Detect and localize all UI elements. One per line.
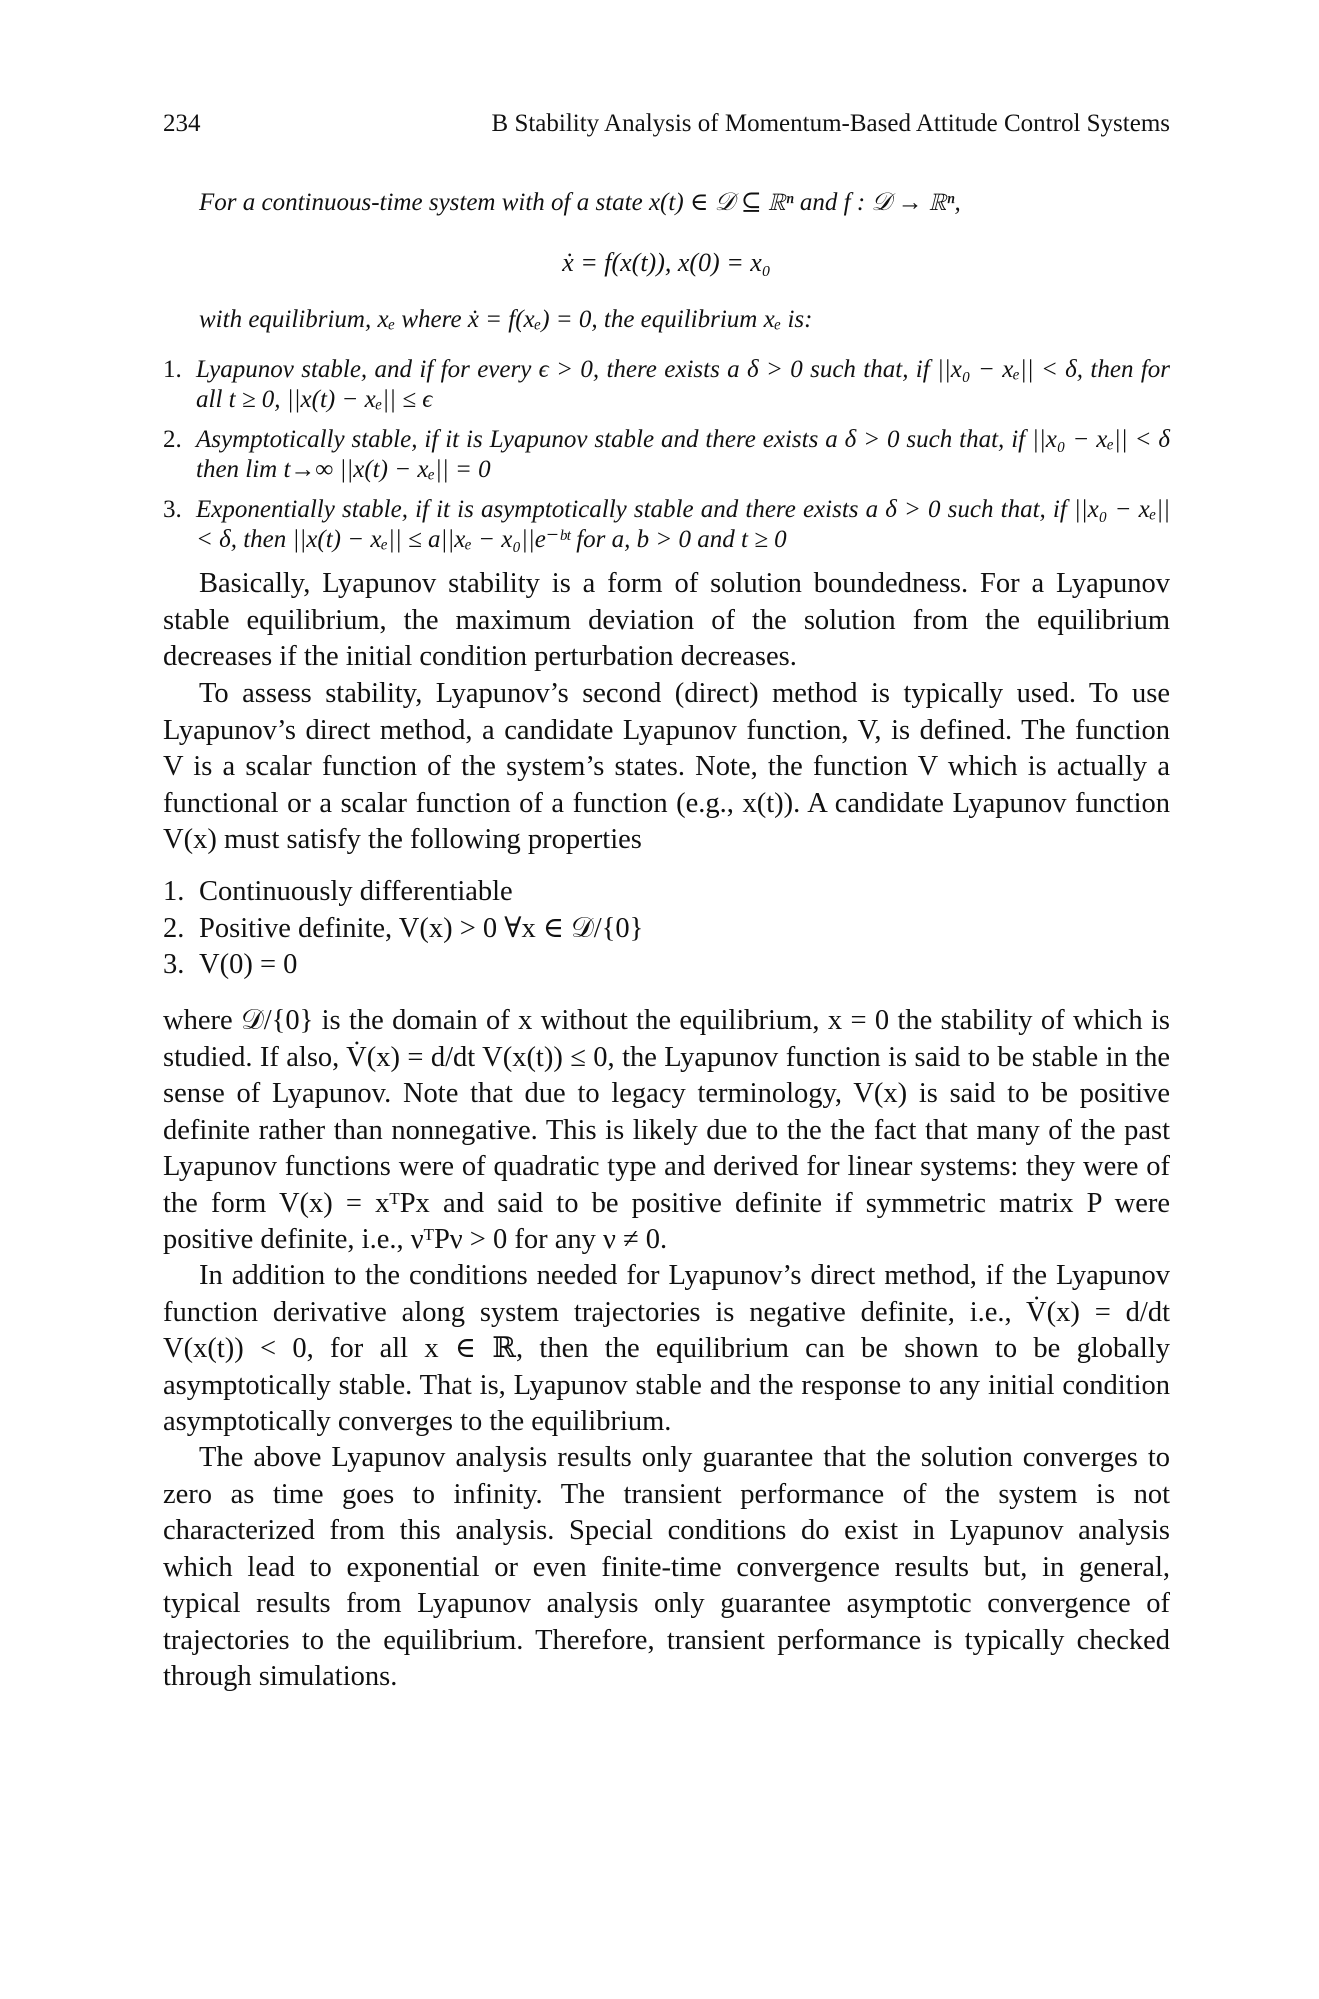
paragraph-domain-definition: where 𝒟/{0} is the domain of x without the equilibrium, x = 0 the stability of which is studied. If also, V̇(x) = d/dt V(x(t)) ≤ 0, the Lyapunov function is said to be stable in the sense of Lyapunov. Note that due to legacy terminology, V(x) is said to be positive definite rather than nonnegative. This is likely due to the the fact that many of the past Lyapunov functions were of quadratic type and derived for linear systems: they were of the form V(x) = xᵀPx and said to be positive definite if symmetric matrix P were positive definite, i.e., νᵀPν > 0 for any ν ≠ 0. <box>163 1005 1170 1255</box>
paragraph-boundedness: Basically, Lyapunov stability is a form of solution boundedness. For a Lyapunov stable equilibrium, the maximum deviation of the solution from the equilibrium decreases if the initial condition perturbation decreases. <box>163 568 1170 672</box>
list-item-number: 2. <box>163 912 185 944</box>
list-item <box>163 425 1170 485</box>
stability-definitions-list <box>163 355 1170 565</box>
definition-intro: For a continuous-time system with of a state x(t) ∈ 𝒟 ⊆ ℝⁿ and f : 𝒟 → ℝⁿ, <box>199 189 961 216</box>
list-item-number: 1. <box>163 876 185 907</box>
list-item <box>163 947 1170 984</box>
list-item <box>163 911 1170 948</box>
list-item-text: Lyapunov stable, and if for every ϵ > 0, there exists a δ > 0 such that, if ||x₀ − xₑ|| < δ, then for all t ≥ 0, ||x(t) − xₑ|| ≤ ϵ <box>196 356 1170 413</box>
list-item-text: Continuously differentiable <box>199 876 513 907</box>
paragraph-transient-performance: The above Lyapunov analysis results only guarantee that the solution converges to zero as time goes to infinity. The transient performance of the system is not characterized from this analysis. Special conditions do exist in Lyapunov analysis which lead to exponential or even finite-time convergence results but, in general, typical results from Lyapunov analysis only guarantee asymptotic convergence of trajectories to the equilibrium. Therefore, transient performance is typically checked through simulations. <box>163 1442 1170 1692</box>
running-head <box>163 108 1170 140</box>
definition-equilibrium: with equilibrium, xₑ where ẋ = f(xₑ) = 0, the equilibrium xₑ is: <box>199 306 813 333</box>
running-title: B Stability Analysis of Momentum-Based Attitude Control Systems <box>491 110 1170 137</box>
list-item-text: Exponentially stable, if it is asymptotically stable and there exists a δ > 0 such that, if ||x₀ − xₑ|| < δ, then ||x(t) − xₑ|| ≤ a||xₑ − x₀||e⁻ᵇᵗ for a, b > 0 and t ≥ 0 <box>196 496 1170 553</box>
list-item-number: 2. <box>163 426 182 453</box>
paragraph-global-stability: In addition to the conditions needed for Lyapunov’s direct method, if the Lyapunov function derivative along system trajectories is negative definite, i.e., V̇(x) = d/dt V(x(t)) < 0, for all x ∈ ℝ, then the equilibrium can be shown to be globally asymptotically stable. That is, Lyapunov stable and the response to any initial condition asymptotically converges to the equilibrium. <box>163 1260 1170 1437</box>
system-equation: ẋ = f(x(t)), x(0) = x₀ <box>562 248 771 277</box>
list-item <box>163 355 1170 415</box>
list-item-text: V(0) = 0 <box>199 949 298 980</box>
lyapunov-properties-list <box>163 874 1170 984</box>
list-item-number: 1. <box>163 356 182 383</box>
list-item-text: Asymptotically stable, if it is Lyapunov stable and there exists a δ > 0 such that, if ||x₀ − xₑ|| < δ then lim t→∞ ||x(t) − xₑ|| = 0 <box>196 426 1170 483</box>
list-item-text: Positive definite, V(x) > 0 ∀x ∈ 𝒟/{0} <box>199 912 644 944</box>
list-item <box>163 495 1170 555</box>
list-item <box>163 874 1170 911</box>
list-item-number: 3. <box>163 949 185 980</box>
page-number: 234 <box>163 110 201 137</box>
paragraph-direct-method: To assess stability, Lyapunov’s second (direct) method is typically used. To use Lyapunov’s direct method, a candidate Lyapunov function, V, is defined. The function V is a scalar function of the system’s states. Note, the function V which is actually a functional or a scalar function of a function (e.g., x(t)). A candidate Lyapunov function V(x) must satisfy the following properties <box>163 678 1170 855</box>
list-item-number: 3. <box>163 496 182 523</box>
